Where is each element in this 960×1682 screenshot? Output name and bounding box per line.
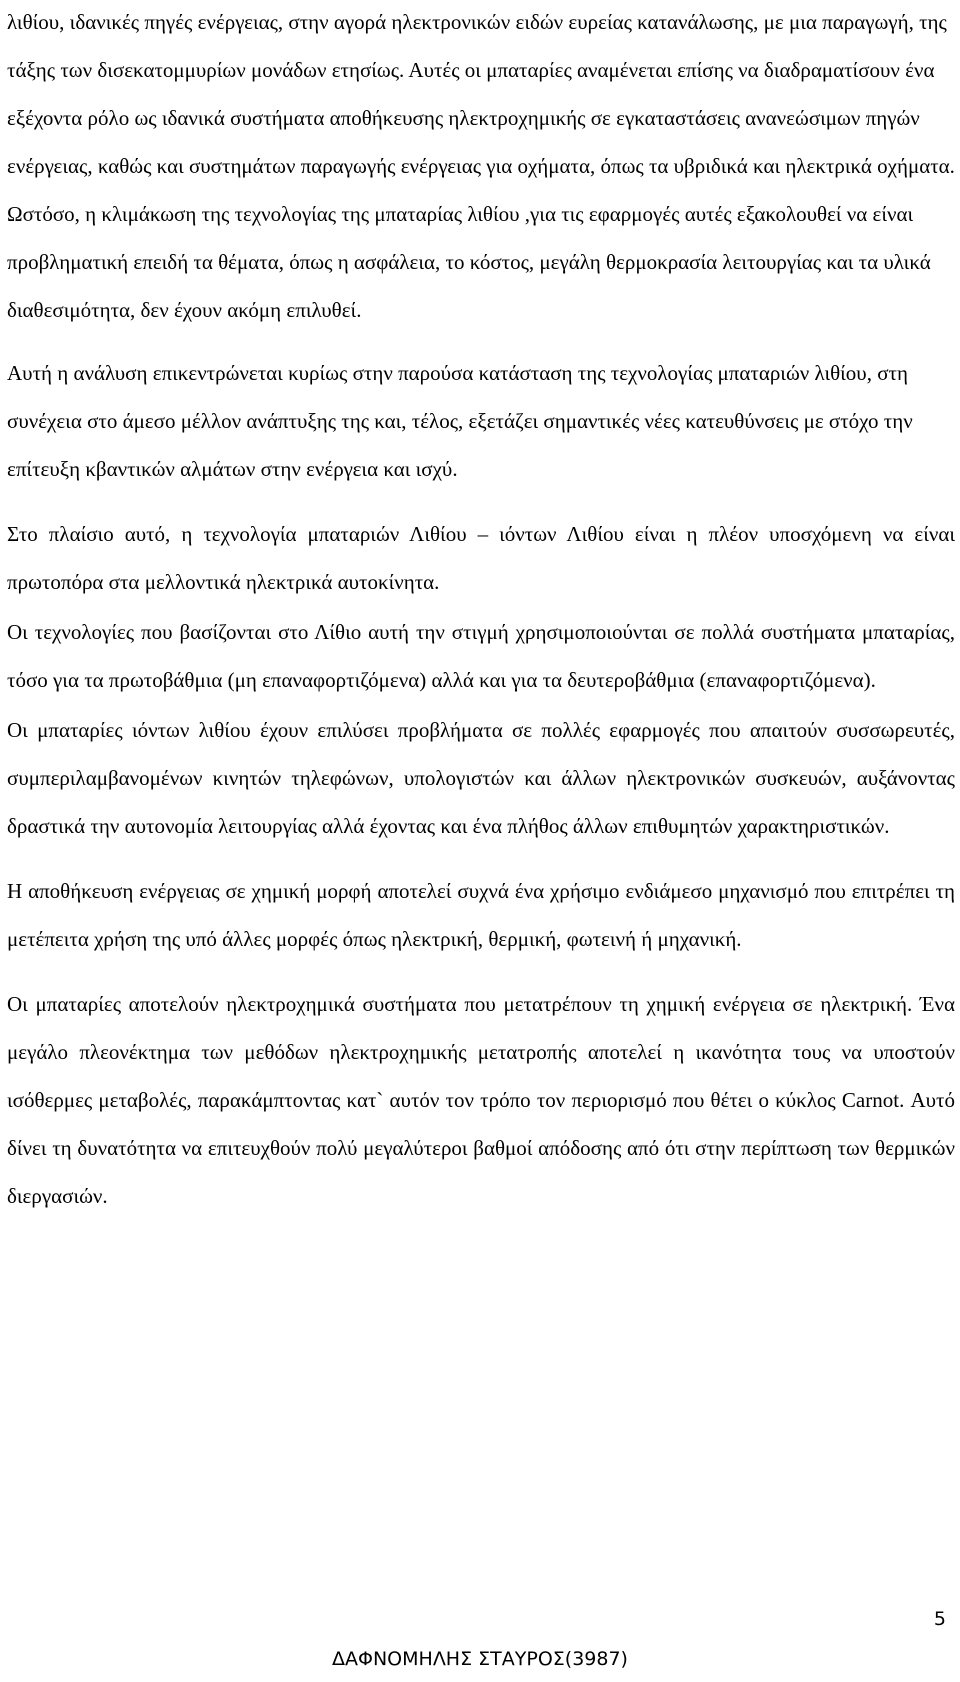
page-footer: ΔΑΦΝΟΜΗΛΗΣ ΣΤΑΥΡΟΣ(3987) — [332, 1648, 628, 1670]
paragraph-2: Αυτή η ανάλυση επικεντρώνεται κυρίως στην παρούσα κατάσταση της τεχνολογίας μπαταριών λιθίου, στη συνέχεια στο άμεσο μέλλον ανάπτυξης της και, τέλος, εξετάζει σημαντικές νέες κατευθύνσεις με στόχο την επίτευξη κβαντικών αλμάτων στην ενέργεια και ισχύ. — [7, 361, 913, 481]
page-number: 5 — [933, 1608, 946, 1630]
paragraph-1: λιθίου, ιδανικές πηγές ενέργειας, στην αγορά ηλεκτρονικών ειδών ευρείας κατανάλωσης, με μια παραγωγή, της τάξης των δισεκατομμυρίων μονάδων ετησίως. Αυτές οι μπαταρίες αναμένεται επίσης να διαδραματίσουν ένα εξέχοντα ρόλο ως ιδανικά συστήματα αποθήκευσης ηλεκτροχημικής σε εγκαταστάσεις ανανεώσιμων πηγών ενέργειας, καθώς και συστημάτων παραγωγής ενέργειας για οχήματα, όπως τα υβριδικά και ηλεκτρικά οχήματα. Ωστόσο, η κλιμάκωση της τεχνολογίας της μπαταρίας λιθίου ,για τις εφαρμογές αυτές εξακολουθεί να είναι προβληματική επειδή τα θέματα, όπως η ασφάλεια, το κόστος, μεγάλη θερμοκρασία λειτουργίας και τα υλικά διαθεσιμότητα, δεν έχουν ακόμη επιλυθεί. — [7, 10, 955, 322]
paragraph-7: Οι μπαταρίες αποτελούν ηλεκτροχημικά συστήματα που μετατρέπουν τη χημική ενέργεια σε ηλεκτρική. Ένα μεγάλο πλεονέκτημα των μεθόδων ηλεκτροχημικής μετατροπής αποτελεί η ικανότητα τους να υποστούν ισόθερμες μεταβολές, παρακάμπτοντας κατ` αυτόν τον τρόπο τον περιορισμό που θέτει ο κύκλος Carnot. Αυτό δίνει τη δυνατότητα να επιτευχθούν πολύ μεγαλύτεροι βαθμοί απόδοσης από ότι στην περίπτωση των θερμικών διεργασιών. — [7, 992, 955, 1208]
paragraph-3: Στο πλαίσιο αυτό, η τεχνολογία μπαταριών Λιθίου – ιόντων Λιθίου είναι η πλέον υποσχόμενη να είναι πρωτοπόρα στα μελλοντικά ηλεκτρικά αυτοκίνητα. — [7, 522, 955, 594]
paragraph-6: Η αποθήκευση ενέργειας σε χημική μορφή αποτελεί συχνά ένα χρήσιμο ενδιάμεσο μηχανισμό που επιτρέπει τη μετέπειτα χρήση της υπό άλλες μορφές όπως ηλεκτρική, θερμική, φωτεινή ή μηχανική. — [7, 879, 955, 951]
paragraph-5: Οι μπαταρίες ιόντων λιθίου έχουν επιλύσει προβλήματα σε πολλές εφαρμογές που απαιτούν συσσωρευτές, συμπεριλαμβανομένων κινητών τηλεφώνων, υπολογιστών και άλλων ηλεκτρονικών συσκευών, αυξάνοντας δραστικά την αυτονομία λειτουργίας αλλά έχοντας και ένα πλήθος άλλων επιθυμητών χαρακτηριστικών. — [7, 718, 955, 838]
paragraph-4: Οι τεχνολογίες που βασίζονται στο Λίθιο αυτή την στιγμή χρησιμοποιούνται σε πολλά συστήματα μπαταρίας, τόσο για τα πρωτοβάθμια (μη επαναφορτιζόμενα) αλλά και για τα δευτεροβάθμια (επαναφορτιζόμενα). — [7, 620, 955, 692]
document-body — [7, 0, 955, 1220]
